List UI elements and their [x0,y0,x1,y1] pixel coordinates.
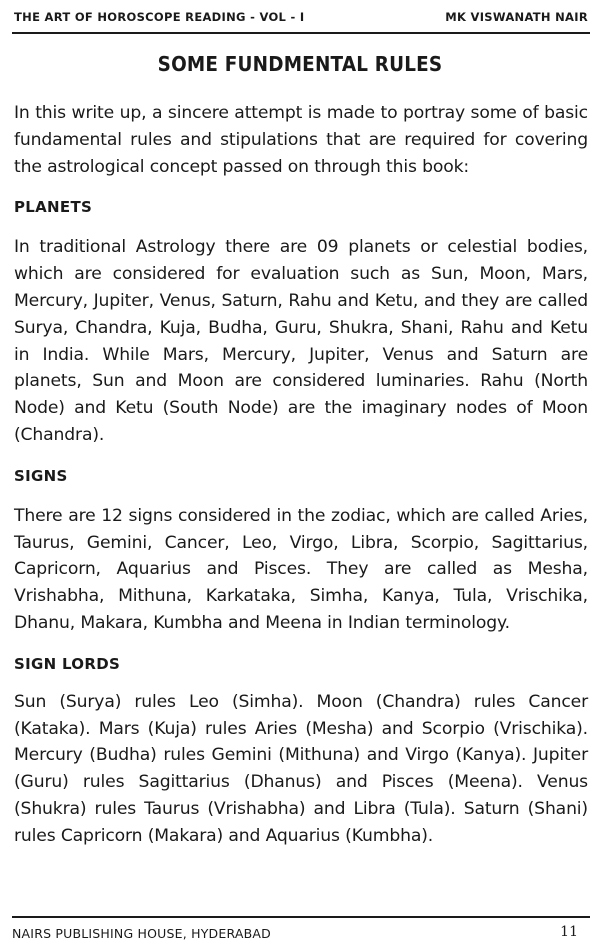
section-heading-planets: PLANETS [14,198,93,217]
chapter-title: SOME FUNDMENTAL RULES [157,52,443,76]
book-title-header: THE ART OF HOROSCOPE READING - VOL - I [14,10,305,24]
running-header [12,6,590,34]
intro-paragraph: In this write up, a sincere attempt is made to portray some of basic fundamental rules and stipulations that are required for covering the astrological concept passed on through this book: [14,103,588,177]
section-text-sign-lords: Sun (Surya) rules Leo (Simha). Moon (Chandra) rules Cancer (Kataka). Mars (Kuja) rules Aries (Mesha) and Scorpio (Vrischika). Mercury (Budha) rules Gemini (Mithuna) and Virgo (Kanya). Jupiter (Guru) rules Sagittarius (Dhanus) and Pisces (Meena). Venus (Shukra) rules Taurus (Vrishabha) and Libra (Tula). Saturn (Shani) rules Capricorn (Makara) and Aquarius (Kumbha). [14,691,588,846]
running-footer [12,916,590,948]
section-heading-sign-lords: SIGN LORDS [14,654,121,673]
publisher-footer: NAIRS PUBLISHING HOUSE, HYDERABAD [12,926,271,941]
page-body [14,100,588,850]
section-text-signs: There are 12 signs considered in the zodiac, which are called Aries, Taurus, Gemini, Cancer, Leo, Virgo, Libra, Scorpio, Sagittarius, Capricorn, Aquarius and Pisces. They are called as Mesha, Vrishabha, Mithuna, Karkataka, Simha, Kanya, Tula, Vrischika, Dhanu, Makara, Kumbha and Meena in Indian terminology. [14,505,588,633]
section-heading-signs: SIGNS [14,466,68,485]
section-text-planets: In traditional Astrology there are 09 planets or celestial bodies, which are considered for evaluation such as Sun, Moon, Mars, Mercury, Jupiter, Venus, Saturn, Rahu and Ketu, and they are called Surya, Chandra, Kuja, Budha, Guru, Shukra, Shani, Rahu and Ketu in India. While Mars, Mercury, Jupiter, Venus and Saturn are planets, Sun and Moon are considered luminaries. Rahu (North Node) and Ketu (South Node) are the imaginary nodes of Moon (Chandra). [14,237,588,445]
page-number: 11 [560,924,578,940]
author-name-header: MK VISWANATH NAIR [445,10,588,24]
